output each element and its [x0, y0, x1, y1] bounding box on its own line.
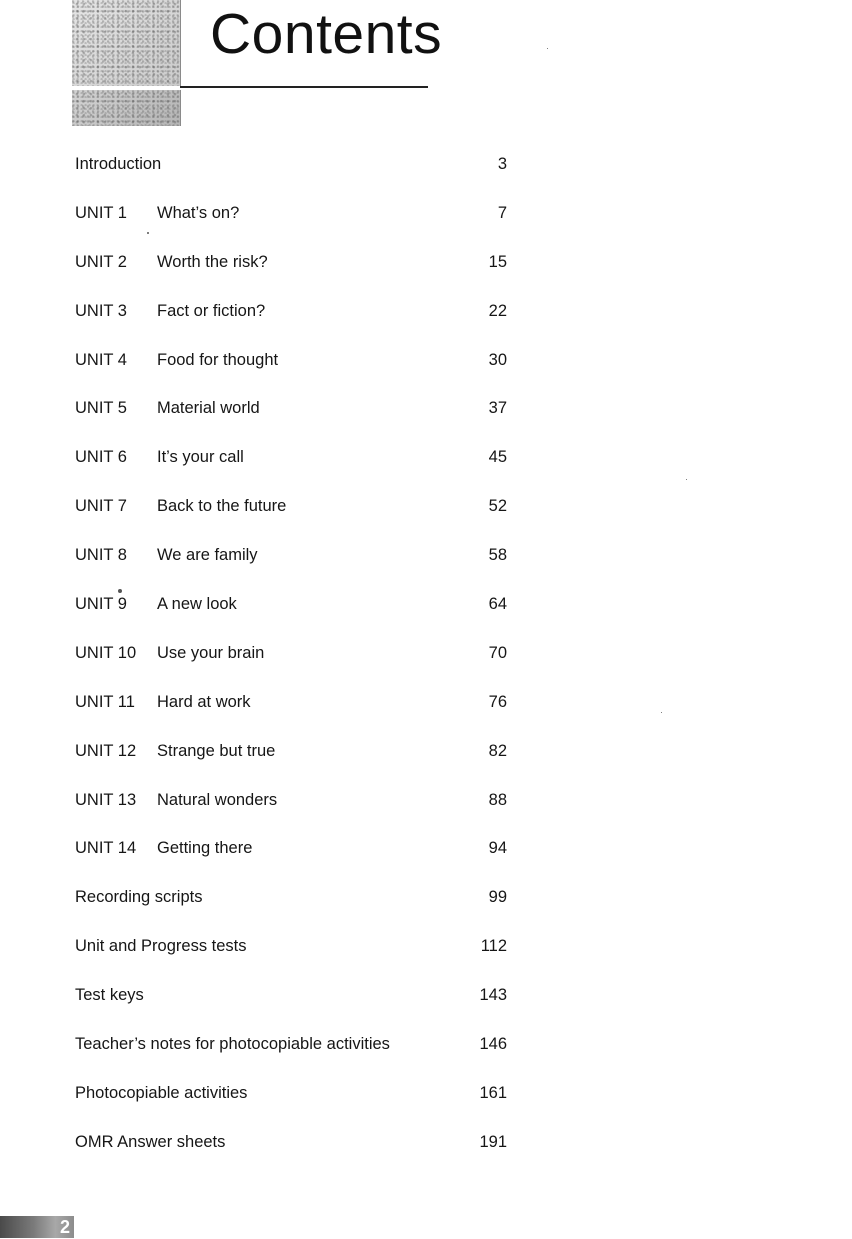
toc-entry — [75, 543, 507, 592]
toc-page-number: 146 — [479, 1035, 507, 1054]
toc-entry-title: Hard at work — [157, 692, 251, 711]
toc-page-number: 112 — [480, 937, 507, 956]
toc-unit-label: UNIT 1 — [75, 203, 127, 222]
toc-entry-title: What’s on? — [157, 203, 240, 222]
toc-page-number: 45 — [488, 448, 507, 467]
toc-entry — [75, 445, 507, 494]
toc-page-number: 70 — [488, 643, 507, 662]
toc-page-number: 191 — [479, 1132, 507, 1151]
scan-speck — [118, 589, 122, 593]
toc-unit-label: UNIT 4 — [75, 350, 127, 369]
toc-entry-title: Strange but true — [157, 741, 276, 760]
scan-speck — [147, 232, 149, 234]
toc-page-number: 161 — [479, 1083, 507, 1102]
toc-entry — [75, 1032, 507, 1081]
toc-page-number: 58 — [488, 546, 507, 565]
toc-page-number: 7 — [497, 203, 507, 222]
toc-page-number: 37 — [488, 399, 507, 418]
toc-entry-title: We are family — [157, 546, 258, 565]
toc-entry — [75, 396, 507, 445]
toc-entry-title: A new look — [157, 595, 237, 614]
toc-entry-title: Getting there — [157, 839, 253, 858]
toc-entry — [75, 641, 507, 690]
scan-speck — [547, 48, 548, 49]
toc-unit-label: UNIT 7 — [75, 497, 127, 516]
page-number-tab — [0, 1216, 74, 1238]
toc-unit-label: UNIT 5 — [75, 399, 127, 418]
toc-entry — [75, 152, 507, 201]
toc-entry — [75, 592, 507, 641]
toc-entry — [75, 690, 507, 739]
page-title: Contents — [210, 2, 443, 66]
toc-page-number: 3 — [497, 155, 507, 173]
toc-entry-title: Material world — [157, 399, 260, 418]
toc-entry-title: Fact or fiction? — [157, 301, 266, 320]
toc-page-number: 22 — [488, 301, 507, 320]
toc-entry-title: Unit and Progress tests — [75, 937, 247, 956]
toc-entry-title: Natural wonders — [157, 790, 278, 809]
toc-unit-label: UNIT 2 — [75, 252, 127, 271]
toc-entry-title: Introduction — [75, 155, 162, 173]
page-number: 2 — [59, 1217, 70, 1237]
toc-entry — [75, 201, 507, 250]
toc-entry-title: Teacher’s notes for photocopiable activities — [75, 1035, 390, 1054]
toc-entry-title: OMR Answer sheets — [75, 1132, 226, 1151]
toc-entry — [75, 348, 507, 397]
toc-unit-label: UNIT 13 — [75, 790, 137, 809]
toc-page-number: 82 — [488, 741, 507, 760]
toc-unit-label: UNIT 8 — [75, 546, 127, 565]
toc-page-number: 88 — [488, 790, 507, 809]
scan-speck — [661, 712, 662, 713]
toc-entry — [75, 934, 507, 983]
toc-entry — [75, 983, 507, 1032]
toc-unit-label: UNIT 10 — [75, 643, 137, 662]
toc-page-number: 30 — [488, 350, 507, 369]
toc-entry-title: Recording scripts — [75, 888, 203, 907]
toc-entry-title: Worth the risk? — [157, 252, 268, 271]
toc-unit-label: UNIT 12 — [75, 741, 137, 760]
toc-entry — [75, 1081, 507, 1130]
toc-entry-title: Use your brain — [157, 643, 265, 662]
toc-entry-title: It’s your call — [157, 448, 244, 467]
toc-page-number: 143 — [479, 986, 507, 1005]
header-texture-block — [72, 0, 181, 86]
title-underline — [180, 86, 428, 88]
toc-entry — [75, 739, 507, 788]
toc-entry — [75, 788, 507, 837]
toc-page-number: 99 — [488, 888, 507, 907]
toc-unit-label: UNIT 11 — [75, 692, 135, 711]
toc-unit-label: UNIT 14 — [75, 839, 137, 858]
toc-page-number: 76 — [488, 692, 507, 711]
toc-entry-title: Photocopiable activities — [75, 1083, 248, 1102]
toc-entry-title: Back to the future — [157, 497, 287, 516]
toc-entry — [75, 836, 507, 885]
toc-unit-label: UNIT 6 — [75, 448, 127, 467]
table-of-contents — [75, 152, 507, 1179]
header-texture-strip — [72, 90, 181, 126]
scan-speck — [686, 479, 687, 480]
toc-entry — [75, 250, 507, 299]
toc-unit-label: UNIT 3 — [75, 301, 127, 320]
toc-page-number: 52 — [488, 497, 507, 516]
toc-page-number: 64 — [488, 595, 507, 614]
toc-entry — [75, 494, 507, 543]
toc-page-number: 94 — [488, 839, 507, 858]
toc-entry — [75, 1130, 507, 1179]
toc-unit-label: UNIT 9 — [75, 595, 127, 614]
toc-entry-title: Food for thought — [157, 350, 279, 369]
toc-entry — [75, 885, 507, 934]
toc-entry-title: Test keys — [75, 986, 144, 1005]
toc-entry — [75, 299, 507, 348]
toc-page-number: 15 — [488, 252, 507, 271]
